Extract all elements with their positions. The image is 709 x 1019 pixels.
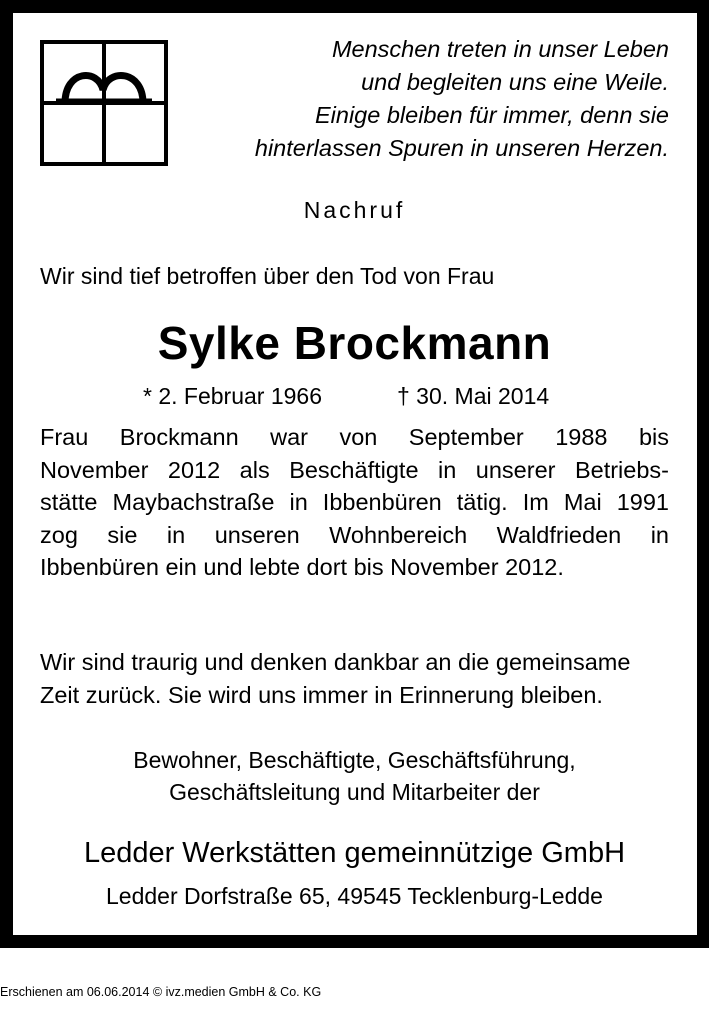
- birth-date: * 2. Februar 1966: [143, 383, 323, 409]
- signature-line-1: Bewohner, Beschäftigte, Geschäftsführung,: [133, 747, 576, 773]
- body-line: Frau Brockmann war von September 1988 bis: [40, 424, 669, 450]
- company-name: Ledder Werkstätten gemeinnützige GmbH: [83, 837, 626, 869]
- body-line: Ibbenbüren ein und lebte dort bis November 2012.: [40, 554, 564, 580]
- company-address: Ledder Dorfstraße 65, 49545 Tecklenburg-Ledde: [106, 883, 603, 909]
- signature-line-2: Geschäftsleitung und Mitarbeiter der: [169, 779, 540, 805]
- body-line: Zeit zurück. Sie wird uns immer in Erinnerung bleiben.: [40, 681, 603, 708]
- heading: Nachruf: [303, 197, 406, 223]
- body-line: stätte Maybachstraße in Ibbenbüren tätig. Im Mai 1991: [40, 489, 669, 515]
- body-line: zog sie in unseren Wohnbereich Waldfrieden in: [40, 521, 669, 548]
- poem-line: Einige bleiben für immer, denn sie: [314, 102, 669, 128]
- body-line: Wir sind traurig und denken dankbar an die gemeinsame: [40, 649, 631, 675]
- body-paragraph-1: [40, 421, 669, 584]
- ledder-logo-icon: [40, 40, 168, 166]
- poem-line: und begleiten uns eine Weile.: [361, 69, 669, 95]
- poem-line: Menschen treten in unser Leben: [331, 36, 669, 62]
- poem: [189, 33, 669, 165]
- deceased-name: Sylke Brockmann: [157, 317, 552, 369]
- poem-line: hinterlassen Spuren in unseren Herzen.: [254, 135, 669, 161]
- intro-text: Wir sind tief betroffen über den Tod von Frau: [40, 263, 495, 289]
- body-paragraph-2: [40, 646, 669, 711]
- death-date: † 30. Mai 2014: [397, 383, 550, 409]
- publication-footer: Erschienen am 06.06.2014 © ivz.medien GmbH & Co. KG: [0, 985, 322, 999]
- body-line: November 2012 als Beschäftigte in unserer Betriebs-: [40, 456, 669, 483]
